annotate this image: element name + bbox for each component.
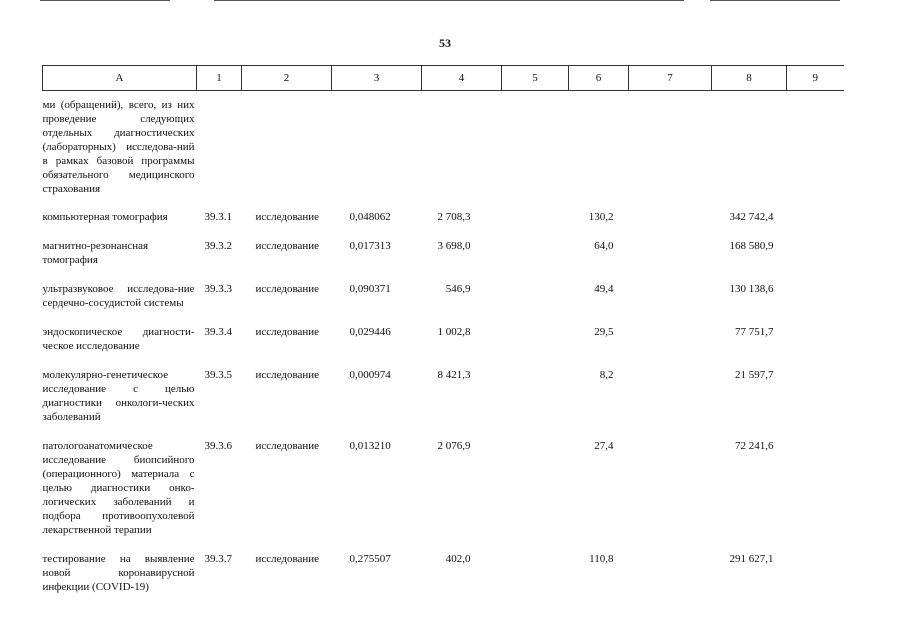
row-per-capita: 130,2 [588,211,614,223]
row-total: 291 627,1 [729,553,774,565]
row-unit: исследование [255,326,320,338]
row-cost: 546,9 [445,283,471,295]
row-cost: 2 708,3 [437,211,471,223]
row-total: 130 138,6 [729,283,774,295]
top-rule-middle [214,0,684,1]
row-code: 39.3.7 [204,553,232,565]
row-unit: исследование [255,440,320,452]
row-code: 39.3.4 [204,326,232,338]
row-norm: 0,090371 [349,283,391,295]
table-row [43,368,844,439]
header-col-4: 4 [422,66,502,91]
row-total: 342 742,4 [729,211,774,223]
row-norm: 0,017313 [349,240,391,252]
table-row [43,325,844,368]
table-row [43,552,844,609]
header-col-2: 2 [242,66,332,91]
row-name: ультразвуковое исследова-ние сердечно-сосудистой системы [42,283,195,309]
row-cost: 2 076,9 [437,440,471,452]
row-name: магнитно-резонансная томография [42,240,149,266]
row-total: 72 241,6 [735,440,774,452]
row-name: молекулярно-генетическое исследование с целью диагностики онкологи-ческих заболеваний [42,369,195,423]
row-per-capita: 27,4 [594,440,614,452]
row-unit: исследование [255,553,320,565]
header-col-5: 5 [502,66,569,91]
header-col-1: 1 [197,66,242,91]
page-number: 53 [439,36,451,50]
intro-text: ми (обращений), всего, из них проведение следующих отдельных диагностических (лабораторных) исследова-ний в рамках базовой программы обязательного медицинского страхования [42,99,195,195]
row-unit: исследование [255,283,320,295]
row-name: компьютерная томография [42,211,168,223]
row-code: 39.3.5 [204,369,232,381]
top-rule-right [710,0,840,1]
row-unit: исследование [255,211,320,223]
table-row [43,439,844,552]
row-cost: 402,0 [445,553,471,565]
table-row [43,239,844,282]
header-col-a: А [43,66,197,91]
row-norm: 0,048062 [349,211,391,223]
row-name: патологоанатомическое исследование биопсийного (операционного) материала с целью диагностики онко-логических заболеваний и подбора противоопухолевой лекарственной терапии [42,440,195,536]
row-norm: 0,000974 [349,369,391,381]
header-col-9: 9 [787,66,844,91]
row-per-capita: 64,0 [594,240,614,252]
header-col-6: 6 [569,66,629,91]
table-row [43,210,844,239]
row-norm: 0,275507 [349,553,391,565]
row-total: 168 580,9 [729,240,774,252]
row-name: тестирование на выявление новой коронавирусной инфекции (COVID-19) [42,553,195,593]
row-code: 39.3.2 [204,240,232,252]
row-total: 21 597,7 [735,369,774,381]
row-code: 39.3.6 [204,440,232,452]
row-cost: 3 698,0 [437,240,471,252]
row-per-capita: 8,2 [599,369,614,381]
row-norm: 0,029446 [349,326,391,338]
row-cost: 1 002,8 [437,326,471,338]
row-unit: исследование [255,240,320,252]
row-per-capita: 110,8 [589,553,614,565]
row-total: 77 751,7 [735,326,774,338]
header-row [43,66,844,91]
header-col-3: 3 [332,66,422,91]
row-code: 39.3.3 [204,283,232,295]
row-unit: исследование [255,369,320,381]
row-norm: 0,013210 [349,440,391,452]
row-per-capita: 29,5 [594,326,614,338]
row-name: эндоскопическое диагности-ческое исследование [42,326,195,352]
row-per-capita: 49,4 [594,283,614,295]
top-rule-left [40,0,170,1]
intro-row [43,91,844,211]
table-row [43,282,844,325]
row-cost: 8 421,3 [437,369,471,381]
row-code: 39.3.1 [204,211,232,223]
header-col-7: 7 [629,66,712,91]
header-col-8: 8 [712,66,787,91]
data-table [42,65,844,609]
